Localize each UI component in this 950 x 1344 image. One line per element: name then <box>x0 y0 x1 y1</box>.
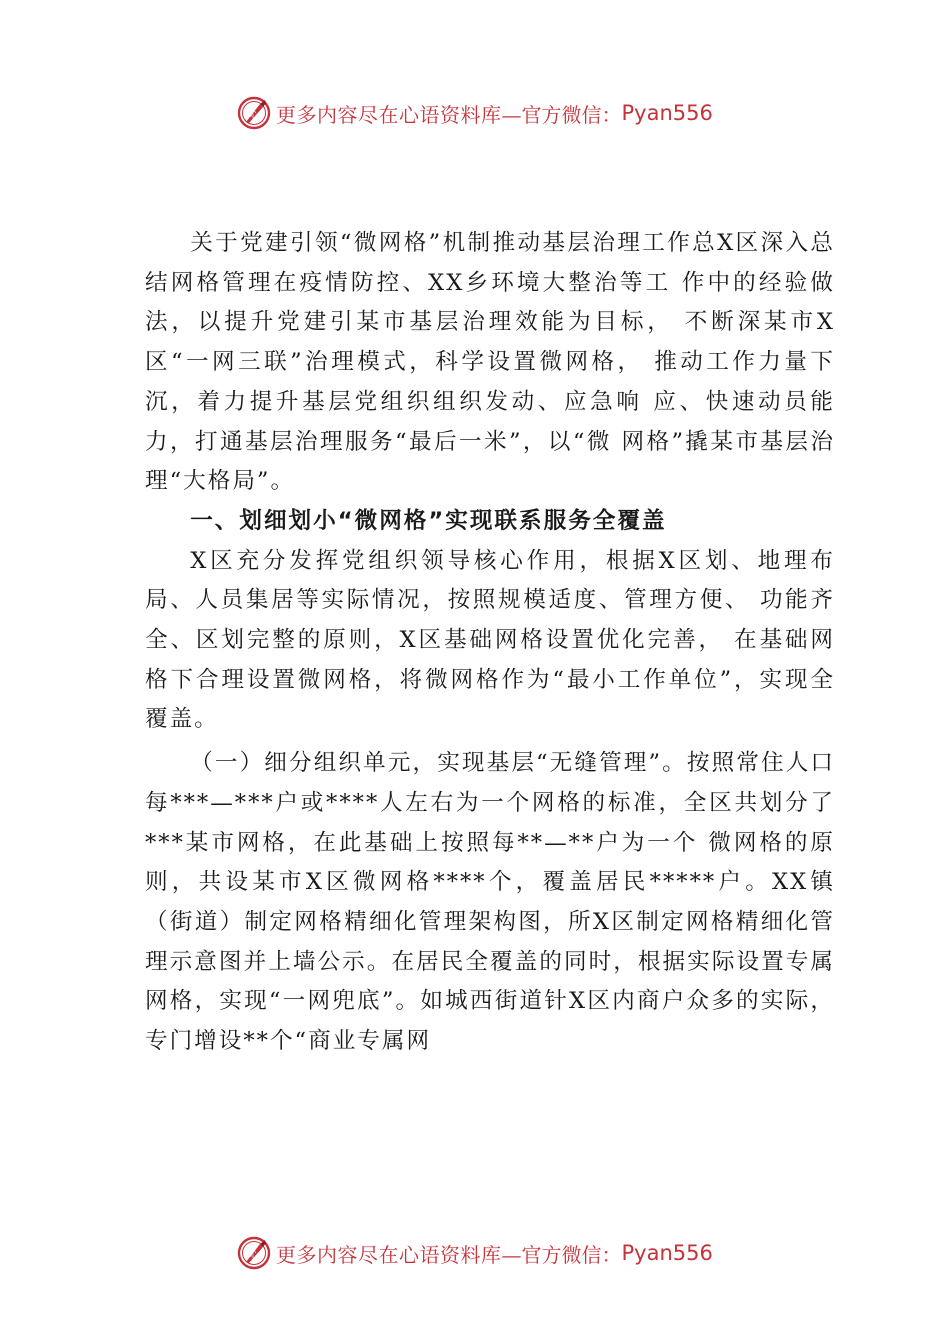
watermark-wechat-id: Pyan556 <box>621 101 713 125</box>
watermark-wechat-id: Pyan556 <box>621 1241 713 1265</box>
watermark-text: 更多内容尽在心语资料库 <box>276 1242 502 1267</box>
logo-glyph: 心 <box>250 1251 260 1261</box>
watermark-text: 更多内容尽在心语资料库 <box>276 102 502 127</box>
header-watermark <box>236 93 713 133</box>
watermark-separator: —官方微信： <box>501 1242 622 1267</box>
section-1-paragraph: X区充分发挥党组织领导核心作用，根据X区划、地理布局、人员集居等实际情况，按照规模适度、管理方便、 功能齐全、区划完整的原则，X区基础网格设置优化完善， 在基础网格下合理设置微网格，将微网格作为“最小工作单位”，实现全覆盖。 <box>145 547 835 733</box>
logo-glyph: 心 <box>250 111 260 121</box>
footer-watermark <box>236 1233 713 1273</box>
quill-logo-icon <box>236 95 272 131</box>
intro-paragraph: 关于党建引领“微网格”机制推动基层治理工作总X区深入总结网格管理在疫情防控、XX乡环境大整治等工 作中的经验做法，以提升党建引某市基层治理效能为目标， 不断深某市X区“一网三联”治理模式，科学设置微网格， 推动工作力量下沉，着力提升基层党组织组织发动、应急响 应、快速动员能力，打通基层治理服务“最后一米”，以“微 网格”撬某市基层治理“大格局”。 <box>145 230 835 495</box>
section-heading-1: 一、划细划小“微网格”实现联系服务全覆盖 <box>190 507 667 534</box>
watermark-separator: —官方微信： <box>501 102 622 127</box>
quill-logo-icon <box>236 1235 272 1271</box>
document-body <box>145 224 835 1062</box>
subsection-1-paragraph: （一）细分组织单元，实现基层“无缝管理”。按照常住人口每***—***户或****人左右为一个网格的标准，全区共划分了***某市网格，在此基础上按照每**—**户为一个 微网格的原则，共设某市X区微网格****个，覆盖居民*****户。XX镇（街道）制定网格精细化管理架构图，所X区制定网格精细化管理示意图并上墙公示。在居民全覆盖的同时，根据实际设置专属网格，实现“一网兜底”。如城西街道针X区内商户众多的实际，专门增设**个“商业专属网 <box>145 750 835 1055</box>
